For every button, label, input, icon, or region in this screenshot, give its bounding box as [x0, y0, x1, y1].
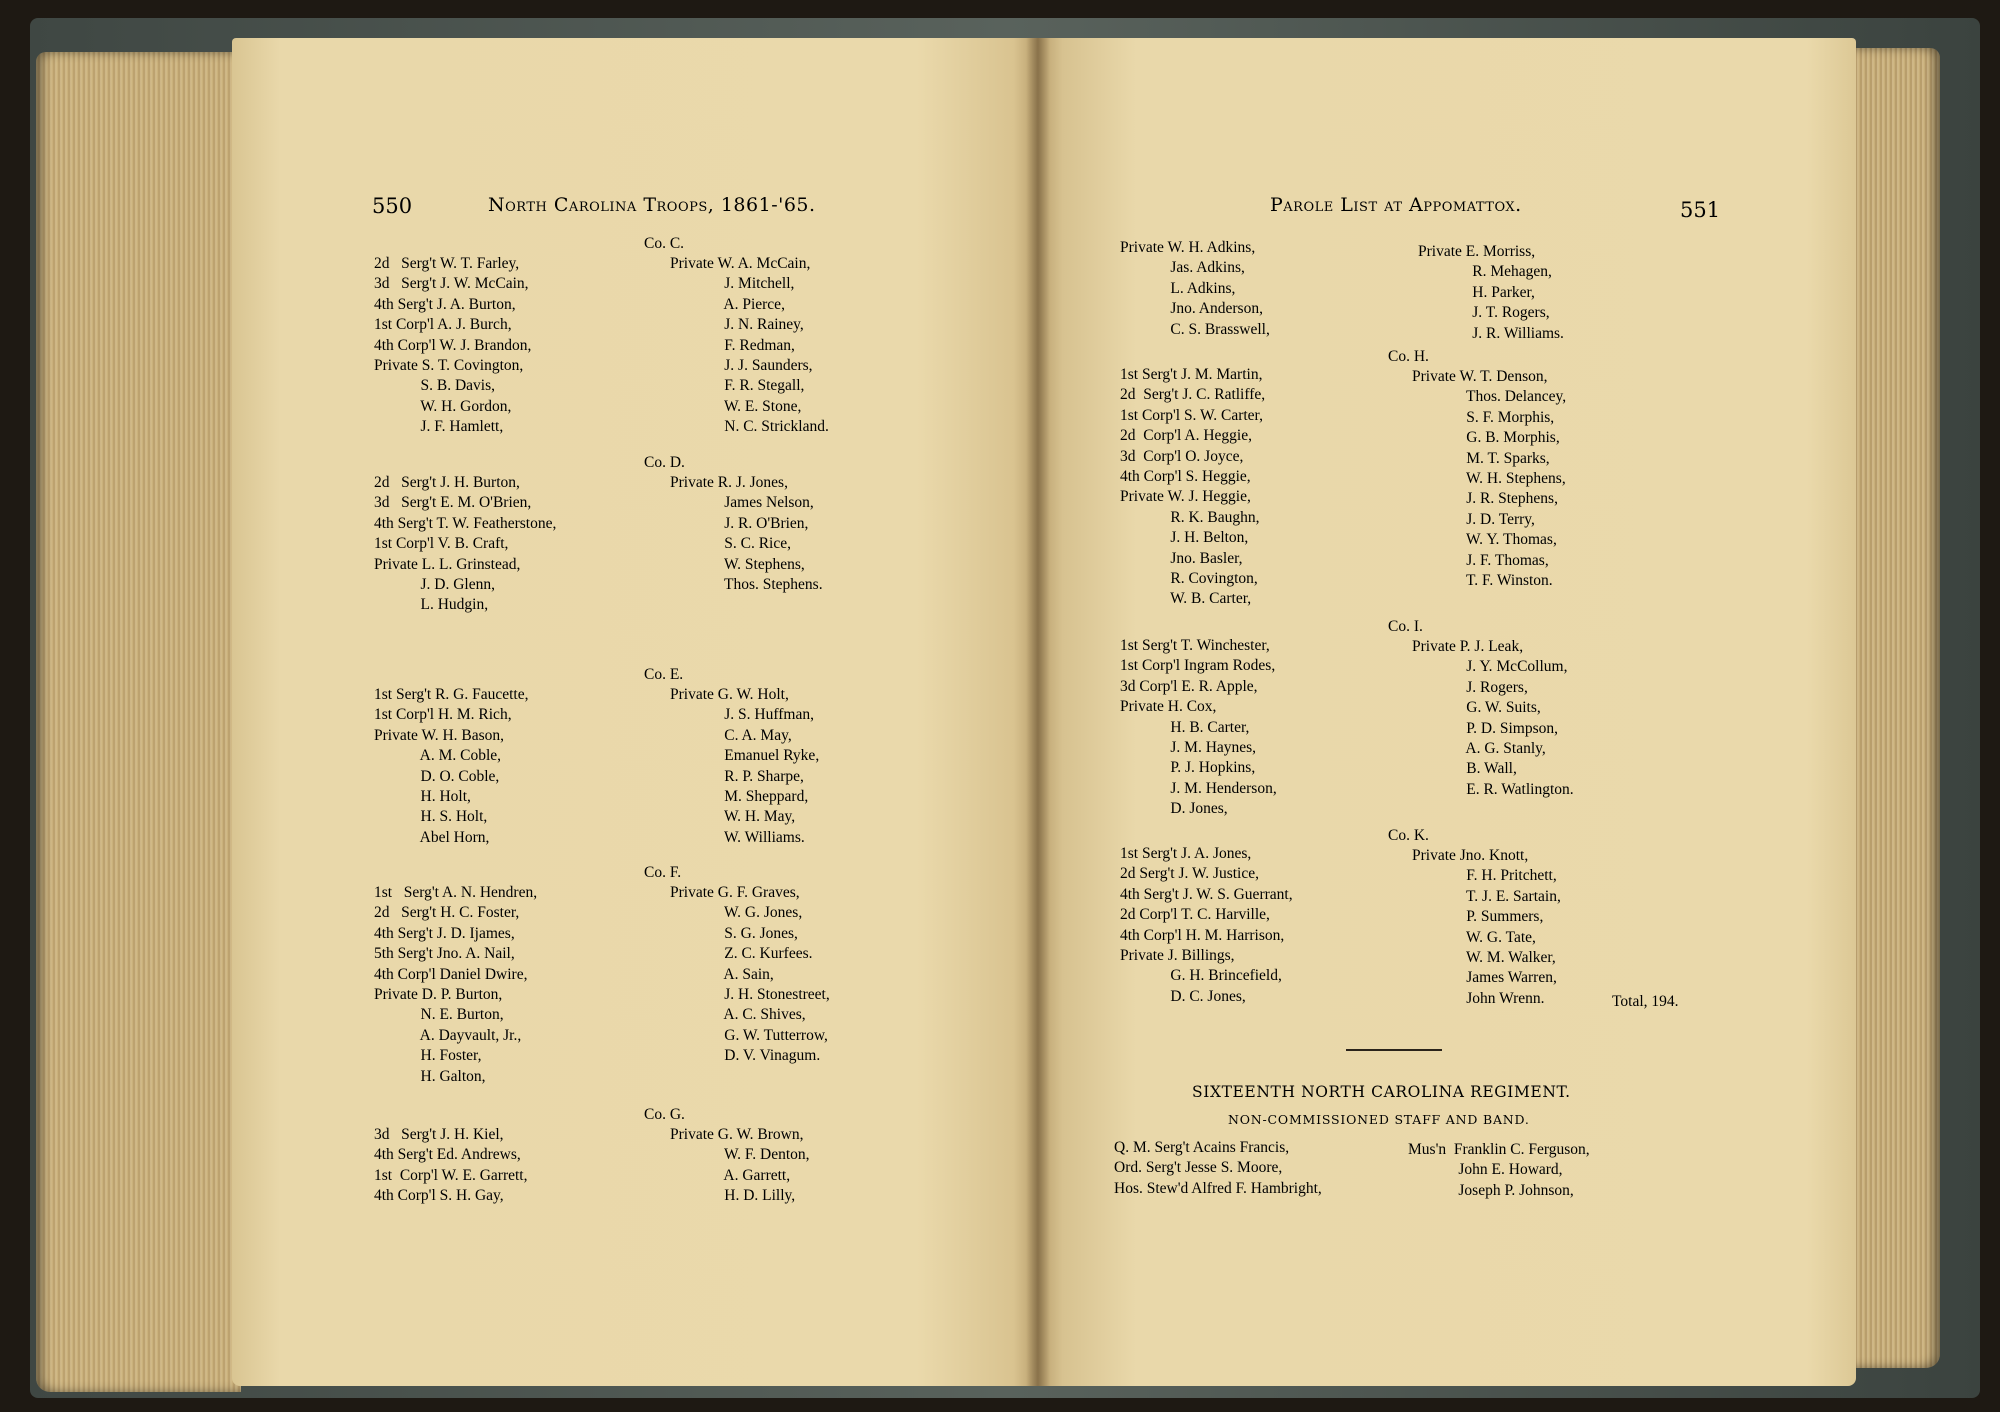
staff-subtitle: NON-COMMISSIONED STAFF AND BAND.: [1228, 1112, 1530, 1127]
company-label: Co. D.: [644, 454, 685, 471]
roster-entry: J. R. Stephens,: [1412, 490, 1558, 508]
roster-entry: 2d Corp'l T. C. Harville,: [1120, 906, 1270, 924]
roster-entry: G. B. Morphis,: [1412, 429, 1560, 447]
staff-entry: Mus'n Franklin C. Ferguson,: [1408, 1141, 1590, 1158]
roster-entry: W. Williams.: [670, 828, 805, 846]
roster-entry: Z. C. Kurfees.: [670, 945, 813, 963]
roster-entry: Jno. Basler,: [1120, 549, 1243, 567]
roster-entry: Private P. J. Leak,: [1412, 638, 1524, 655]
right-page-edges: [1848, 48, 1940, 1368]
roster-entry: D. V. Vinagum.: [670, 1047, 821, 1065]
roster-entry: Emanuel Ryke,: [670, 747, 820, 765]
roster-entry: B. Wall,: [1412, 760, 1517, 778]
company-label: Co. K.: [1388, 827, 1429, 844]
left-running-head: North Carolina Troops, 1861-'65.: [488, 194, 816, 216]
roster-entry: Private E. Morriss,: [1418, 243, 1536, 260]
roster-entry: S. C. Rice,: [670, 535, 791, 553]
roster-entry: P. D. Simpson,: [1412, 719, 1558, 737]
roster-entry: Private W. J. Heggie,: [1120, 488, 1251, 506]
roster-entry: S. F. Morphis,: [1412, 408, 1555, 426]
roster-entry: A. Dayvault, Jr.,: [374, 1026, 522, 1044]
roster-entry: 4th Corp'l Daniel Dwire,: [374, 965, 528, 983]
roster-entry: H. B. Carter,: [1120, 718, 1250, 736]
roster-entry: J. S. Huffman,: [670, 706, 814, 724]
roster-entry: Private W. A. McCain,: [670, 255, 811, 272]
left-page-number: 550: [372, 194, 413, 218]
left-page-edges: [36, 52, 241, 1392]
roster-entry: J. J. Saunders,: [670, 357, 813, 374]
roster-entry: J. N. Rainey,: [670, 316, 804, 334]
roster-entry: James Warren,: [1412, 969, 1557, 987]
roster-entry: H. Galton,: [374, 1067, 486, 1085]
roster-entry: 4th Corp'l H. M. Harrison,: [1120, 926, 1285, 944]
roster-entry: J. F. Thomas,: [1412, 551, 1549, 569]
roster-entry: 2d Serg't J. C. Ratliffe,: [1120, 386, 1266, 404]
roster-entry: Jno. Anderson,: [1120, 300, 1263, 318]
roster-entry: T. F. Winston.: [1412, 572, 1553, 589]
roster-entry: Private W. H. Bason,: [374, 726, 505, 744]
roster-entry: Jas. Adkins,: [1120, 259, 1245, 277]
roster-entry: 4th Corp'l S. H. Gay,: [374, 1187, 504, 1205]
roster-entry: D. O. Coble,: [374, 767, 500, 785]
roster-entry: J. M. Haynes,: [1120, 739, 1257, 756]
roster-entry: A. G. Stanly,: [1412, 740, 1546, 757]
roster-entry: 2d Corp'l A. Heggie,: [1120, 427, 1252, 445]
right-running-head: Parole List at Appomattox.: [1270, 194, 1522, 216]
company-label: Co. I.: [1388, 618, 1423, 635]
roster-entry: R. Mehagen,: [1418, 263, 1552, 281]
roster-entry: 3d Serg't J. W. McCain,: [374, 275, 529, 293]
roster-entry: W. F. Denton,: [670, 1146, 810, 1164]
roster-entry: Private G. W. Brown,: [670, 1126, 804, 1143]
roster-entry: W. H. Stephens,: [1412, 470, 1566, 487]
roster-entry: 1st Corp'l W. E. Garrett,: [374, 1166, 528, 1184]
roster-entry: J. F. Hamlett,: [374, 418, 504, 436]
roster-entry: T. J. E. Sartain,: [1412, 887, 1561, 905]
roster-entry: W. M. Walker,: [1412, 949, 1556, 966]
roster-entry: C. S. Brasswell,: [1120, 320, 1270, 338]
roster-entry: H. Holt,: [374, 788, 471, 805]
roster-entry: H. D. Lilly,: [670, 1187, 796, 1205]
right-page-number: 551: [1680, 198, 1721, 222]
company-label: Co. H.: [1388, 348, 1429, 365]
roster-entry: 4th Serg't T. W. Featherstone,: [374, 514, 557, 532]
roster-entry: 1st Corp'l H. M. Rich,: [374, 706, 512, 724]
roster-entry: Private G. F. Graves,: [670, 884, 800, 901]
roster-entry: 2d Serg't J. W. Justice,: [1120, 865, 1260, 883]
roster-entry: R. K. Baughn,: [1120, 508, 1260, 526]
roster-entry: H. Foster,: [374, 1047, 482, 1065]
roster-entry: P. J. Hopkins,: [1120, 759, 1256, 777]
roster-entry: 4th Serg't Ed. Andrews,: [374, 1146, 521, 1164]
staff-entry: Hos. Stew'd Alfred F. Hambright,: [1114, 1179, 1322, 1197]
roster-entry: 4th Corp'l W. J. Brandon,: [374, 336, 532, 354]
roster-entry: 1st Serg't J. M. Martin,: [1120, 366, 1263, 383]
staff-entry: Ord. Serg't Jesse S. Moore,: [1114, 1159, 1283, 1177]
roster-entry: Private G. W. Holt,: [670, 686, 789, 703]
roster-entry: F. Redman,: [670, 336, 795, 354]
roster-entry: E. R. Watlington.: [1412, 780, 1574, 798]
roster-entry: Private S. T. Covington,: [374, 357, 524, 374]
roster-entry: G. W. Tutterrow,: [670, 1026, 828, 1044]
roster-entry: D. Jones,: [1120, 800, 1228, 818]
roster-entry: Abel Horn,: [374, 828, 490, 846]
roster-entry: J. Y. McCollum,: [1412, 658, 1568, 676]
roster-entry: N. E. Burton,: [374, 1006, 504, 1024]
roster-entry: A. C. Shives,: [670, 1006, 806, 1024]
roster-entry: James Nelson,: [670, 494, 814, 512]
roster-entry: Thos. Stephens.: [670, 576, 823, 593]
roster-entry: John Wrenn.: [1412, 989, 1545, 1007]
roster-entry: J. M. Henderson,: [1120, 779, 1277, 797]
roster-entry: J. Rogers,: [1412, 678, 1528, 696]
roster-entry: N. C. Strickland.: [670, 418, 829, 436]
roster-entry: 4th Serg't J. A. Burton,: [374, 295, 516, 313]
roster-entry: Private J. Billings,: [1120, 947, 1235, 964]
roster-entry: J. D. Terry,: [1412, 510, 1535, 528]
roster-entry: Private L. L. Grinstead,: [374, 555, 521, 573]
roster-entry: W. B. Carter,: [1120, 590, 1252, 608]
roster-entry: M. Sheppard,: [670, 788, 809, 805]
roster-entry: 4th Corp'l S. Heggie,: [1120, 468, 1251, 485]
roster-entry: 1st Corp'l S. W. Carter,: [1120, 406, 1263, 424]
roster-entry: W. Y. Thomas,: [1412, 531, 1557, 549]
roster-entry: 1st Serg't T. Winchester,: [1120, 637, 1270, 654]
company-label: Co. G.: [644, 1106, 685, 1123]
roster-entry: W. Stephens,: [670, 555, 805, 573]
roster-entry: J. H. Stonestreet,: [670, 986, 830, 1003]
staff-entry: Joseph P. Johnson,: [1408, 1181, 1574, 1199]
roster-entry: G. W. Suits,: [1412, 699, 1541, 717]
roster-entry: 3d Corp'l O. Joyce,: [1120, 447, 1244, 465]
roster-entry: 1st Serg't J. A. Jones,: [1120, 845, 1252, 862]
roster-entry: J. Mitchell,: [670, 275, 795, 293]
roster-entry: L. Hudgin,: [374, 596, 489, 614]
roster-entry: J. D. Glenn,: [374, 576, 495, 593]
roster-entry: 5th Serg't Jno. A. Nail,: [374, 945, 515, 963]
roster-entry: W. E. Stone,: [670, 397, 802, 415]
roster-entry: 4th Serg't J. D. Ijames,: [374, 924, 515, 942]
roster-entry: W. H. Gordon,: [374, 397, 512, 415]
roster-entry: 1st Serg't A. N. Hendren,: [374, 884, 538, 901]
roster-entry: 1st Serg't R. G. Faucette,: [374, 686, 529, 703]
roster-entry: Private H. Cox,: [1120, 698, 1217, 716]
section-rule: [1346, 1049, 1442, 1051]
staff-entry: Q. M. Serg't Acains Francis,: [1114, 1139, 1290, 1156]
roster-entry: S. B. Davis,: [374, 377, 495, 395]
roster-entry: F. H. Pritchett,: [1412, 867, 1557, 885]
book-gutter: [1026, 38, 1050, 1386]
company-label: Co. E.: [644, 666, 684, 683]
roster-entry: D. C. Jones,: [1120, 987, 1246, 1005]
roster-entry: Private D. P. Burton,: [374, 986, 503, 1003]
roster-entry: J. T. Rogers,: [1418, 304, 1550, 322]
roster-entry: J. R. Williams.: [1418, 324, 1564, 342]
roster-entry: 3d Serg't E. M. O'Brien,: [374, 494, 532, 512]
roster-entry: 2d Serg't J. H. Burton,: [374, 474, 520, 491]
roster-entry: 1st Corp'l A. J. Burch,: [374, 316, 512, 334]
roster-entry: 2d Serg't W. T. Farley,: [374, 255, 520, 272]
roster-entry: Private W. T. Denson,: [1412, 368, 1548, 385]
roster-entry: A. Pierce,: [670, 295, 785, 313]
roster-entry: W. G. Tate,: [1412, 928, 1536, 946]
company-total: Total, 194.: [1612, 993, 1679, 1010]
roster-entry: 1st Corp'l V. B. Craft,: [374, 535, 509, 553]
roster-entry: 3d Serg't J. H. Kiel,: [374, 1126, 504, 1143]
roster-entry: 2d Serg't H. C. Foster,: [374, 904, 520, 922]
roster-entry: C. A. May,: [670, 726, 792, 744]
roster-entry: Private W. H. Adkins,: [1120, 239, 1256, 256]
roster-entry: W. G. Jones,: [670, 904, 803, 922]
roster-entry: J. H. Belton,: [1120, 529, 1249, 547]
roster-entry: 1st Corp'l Ingram Rodes,: [1120, 657, 1276, 675]
roster-entry: W. H. May,: [670, 808, 796, 826]
roster-entry: A. M. Coble,: [374, 747, 502, 765]
roster-entry: H. S. Holt,: [374, 808, 488, 826]
company-label: Co. F.: [644, 864, 682, 881]
roster-entry: M. T. Sparks,: [1412, 449, 1550, 467]
roster-entry: 4th Serg't J. W. S. Guerrant,: [1120, 885, 1293, 903]
roster-entry: S. G. Jones,: [670, 924, 798, 942]
roster-entry: A. Sain,: [670, 965, 774, 983]
roster-entry: G. H. Brincefield,: [1120, 967, 1282, 985]
roster-entry: H. Parker,: [1418, 283, 1535, 301]
company-label: Co. C.: [644, 235, 685, 252]
roster-entry: F. R. Stegall,: [670, 377, 805, 395]
roster-entry: Private R. J. Jones,: [670, 474, 788, 491]
roster-entry: P. Summers,: [1412, 908, 1544, 926]
roster-entry: A. Garrett,: [670, 1166, 791, 1184]
roster-entry: 3d Corp'l E. R. Apple,: [1120, 677, 1258, 695]
roster-entry: R. Covington,: [1120, 570, 1258, 587]
regiment-title: SIXTEENTH NORTH CAROLINA REGIMENT.: [1192, 1083, 1571, 1101]
roster-entry: L. Adkins,: [1120, 279, 1236, 297]
roster-entry: Thos. Delancey,: [1412, 388, 1567, 406]
roster-entry: J. R. O'Brien,: [670, 514, 809, 532]
roster-entry: Private Jno. Knott,: [1412, 847, 1529, 864]
staff-entry: John E. Howard,: [1408, 1161, 1563, 1179]
roster-entry: R. P. Sharpe,: [670, 767, 804, 785]
left-page: [232, 38, 1038, 1386]
